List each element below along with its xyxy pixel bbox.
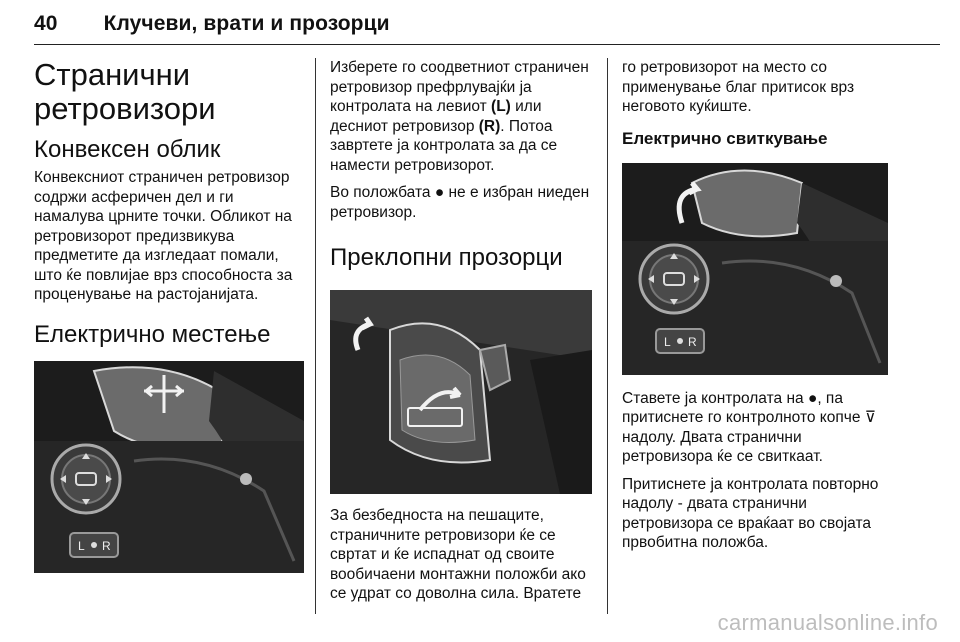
watermark: carmanualsonline.info bbox=[717, 610, 938, 635]
column-divider-2 bbox=[607, 58, 608, 614]
column-1 bbox=[34, 58, 304, 573]
convex-shape-text: Конвексниот страничен ретровизор содржи асферичен дел и ги намалува црните точки. Обликот на ретровизорот предизвикува предметите да изгледаат помали, што ќе повлијае врз способноста за проценување на растојанијата. bbox=[34, 169, 293, 303]
convex-shape-heading: Конвексен облик bbox=[34, 136, 221, 163]
dot-symbol: ● bbox=[434, 184, 445, 201]
column-2 bbox=[330, 58, 592, 612]
electric-adjust-heading: Електрично местење bbox=[34, 320, 271, 348]
pedestrian-safety-text: За безбедноста на пешаците, страничните ретровизори ќе се свртат и ќе испаднат од своите вообичаени монтажни положби ако се удрат со доволна сила. Вратете bbox=[330, 507, 586, 602]
section-title: Странични ретровизори bbox=[34, 57, 216, 126]
dot-symbol: ● bbox=[807, 389, 818, 407]
mirror-select-text: Изберете го соодветниот страничен ретровизор префрлувајќи ја контролата на левиот (L) или десниот ретровизор (R). Потоа завртете ја контролата за да се намести ретровизорот. bbox=[330, 59, 589, 174]
fold-instruction-text: Ставете ја контролата на ●, па притиснете го контролното копче ⊽ надолу. Двата странични ретровизора ќе се свиткаат. bbox=[622, 389, 877, 465]
mirror-fold-illustration bbox=[330, 290, 592, 494]
no-mirror-selected-text: Во положбата ● не е избран ниеден ретровизор. bbox=[330, 184, 590, 221]
mirror-reset-text: го ретровизорот на место со применување благ притисок врз неговото куќиште. bbox=[622, 59, 855, 115]
mirror-adjust-illustration bbox=[34, 361, 304, 573]
electric-folding-heading: Електрично свиткување bbox=[622, 128, 828, 148]
folding-mirrors-heading: Преклопни прозорци bbox=[330, 244, 563, 271]
column-divider-1 bbox=[315, 58, 316, 614]
switch-label-left: L bbox=[78, 538, 85, 553]
mirror-adjust-drawing bbox=[34, 361, 304, 573]
switch-label-left: L bbox=[664, 334, 671, 349]
page-header bbox=[34, 4, 940, 45]
page-number: 40 bbox=[34, 12, 58, 35]
unfold-instruction-text: Притиснете ја контролата повторно надолу - двата странични ретровизора се враќаат во својата првобитна положба. bbox=[622, 475, 879, 551]
column-3 bbox=[622, 58, 888, 561]
mirror-fold-drawing bbox=[330, 290, 592, 494]
chapter-title: Клучеви, врати и прозорци bbox=[103, 12, 390, 35]
electric-fold-illustration bbox=[622, 163, 888, 375]
switch-label-right: R bbox=[102, 538, 111, 553]
fold-button-symbol: ⊽ bbox=[864, 409, 877, 426]
switch-label-right: R bbox=[688, 334, 697, 349]
electric-fold-drawing bbox=[622, 163, 888, 375]
